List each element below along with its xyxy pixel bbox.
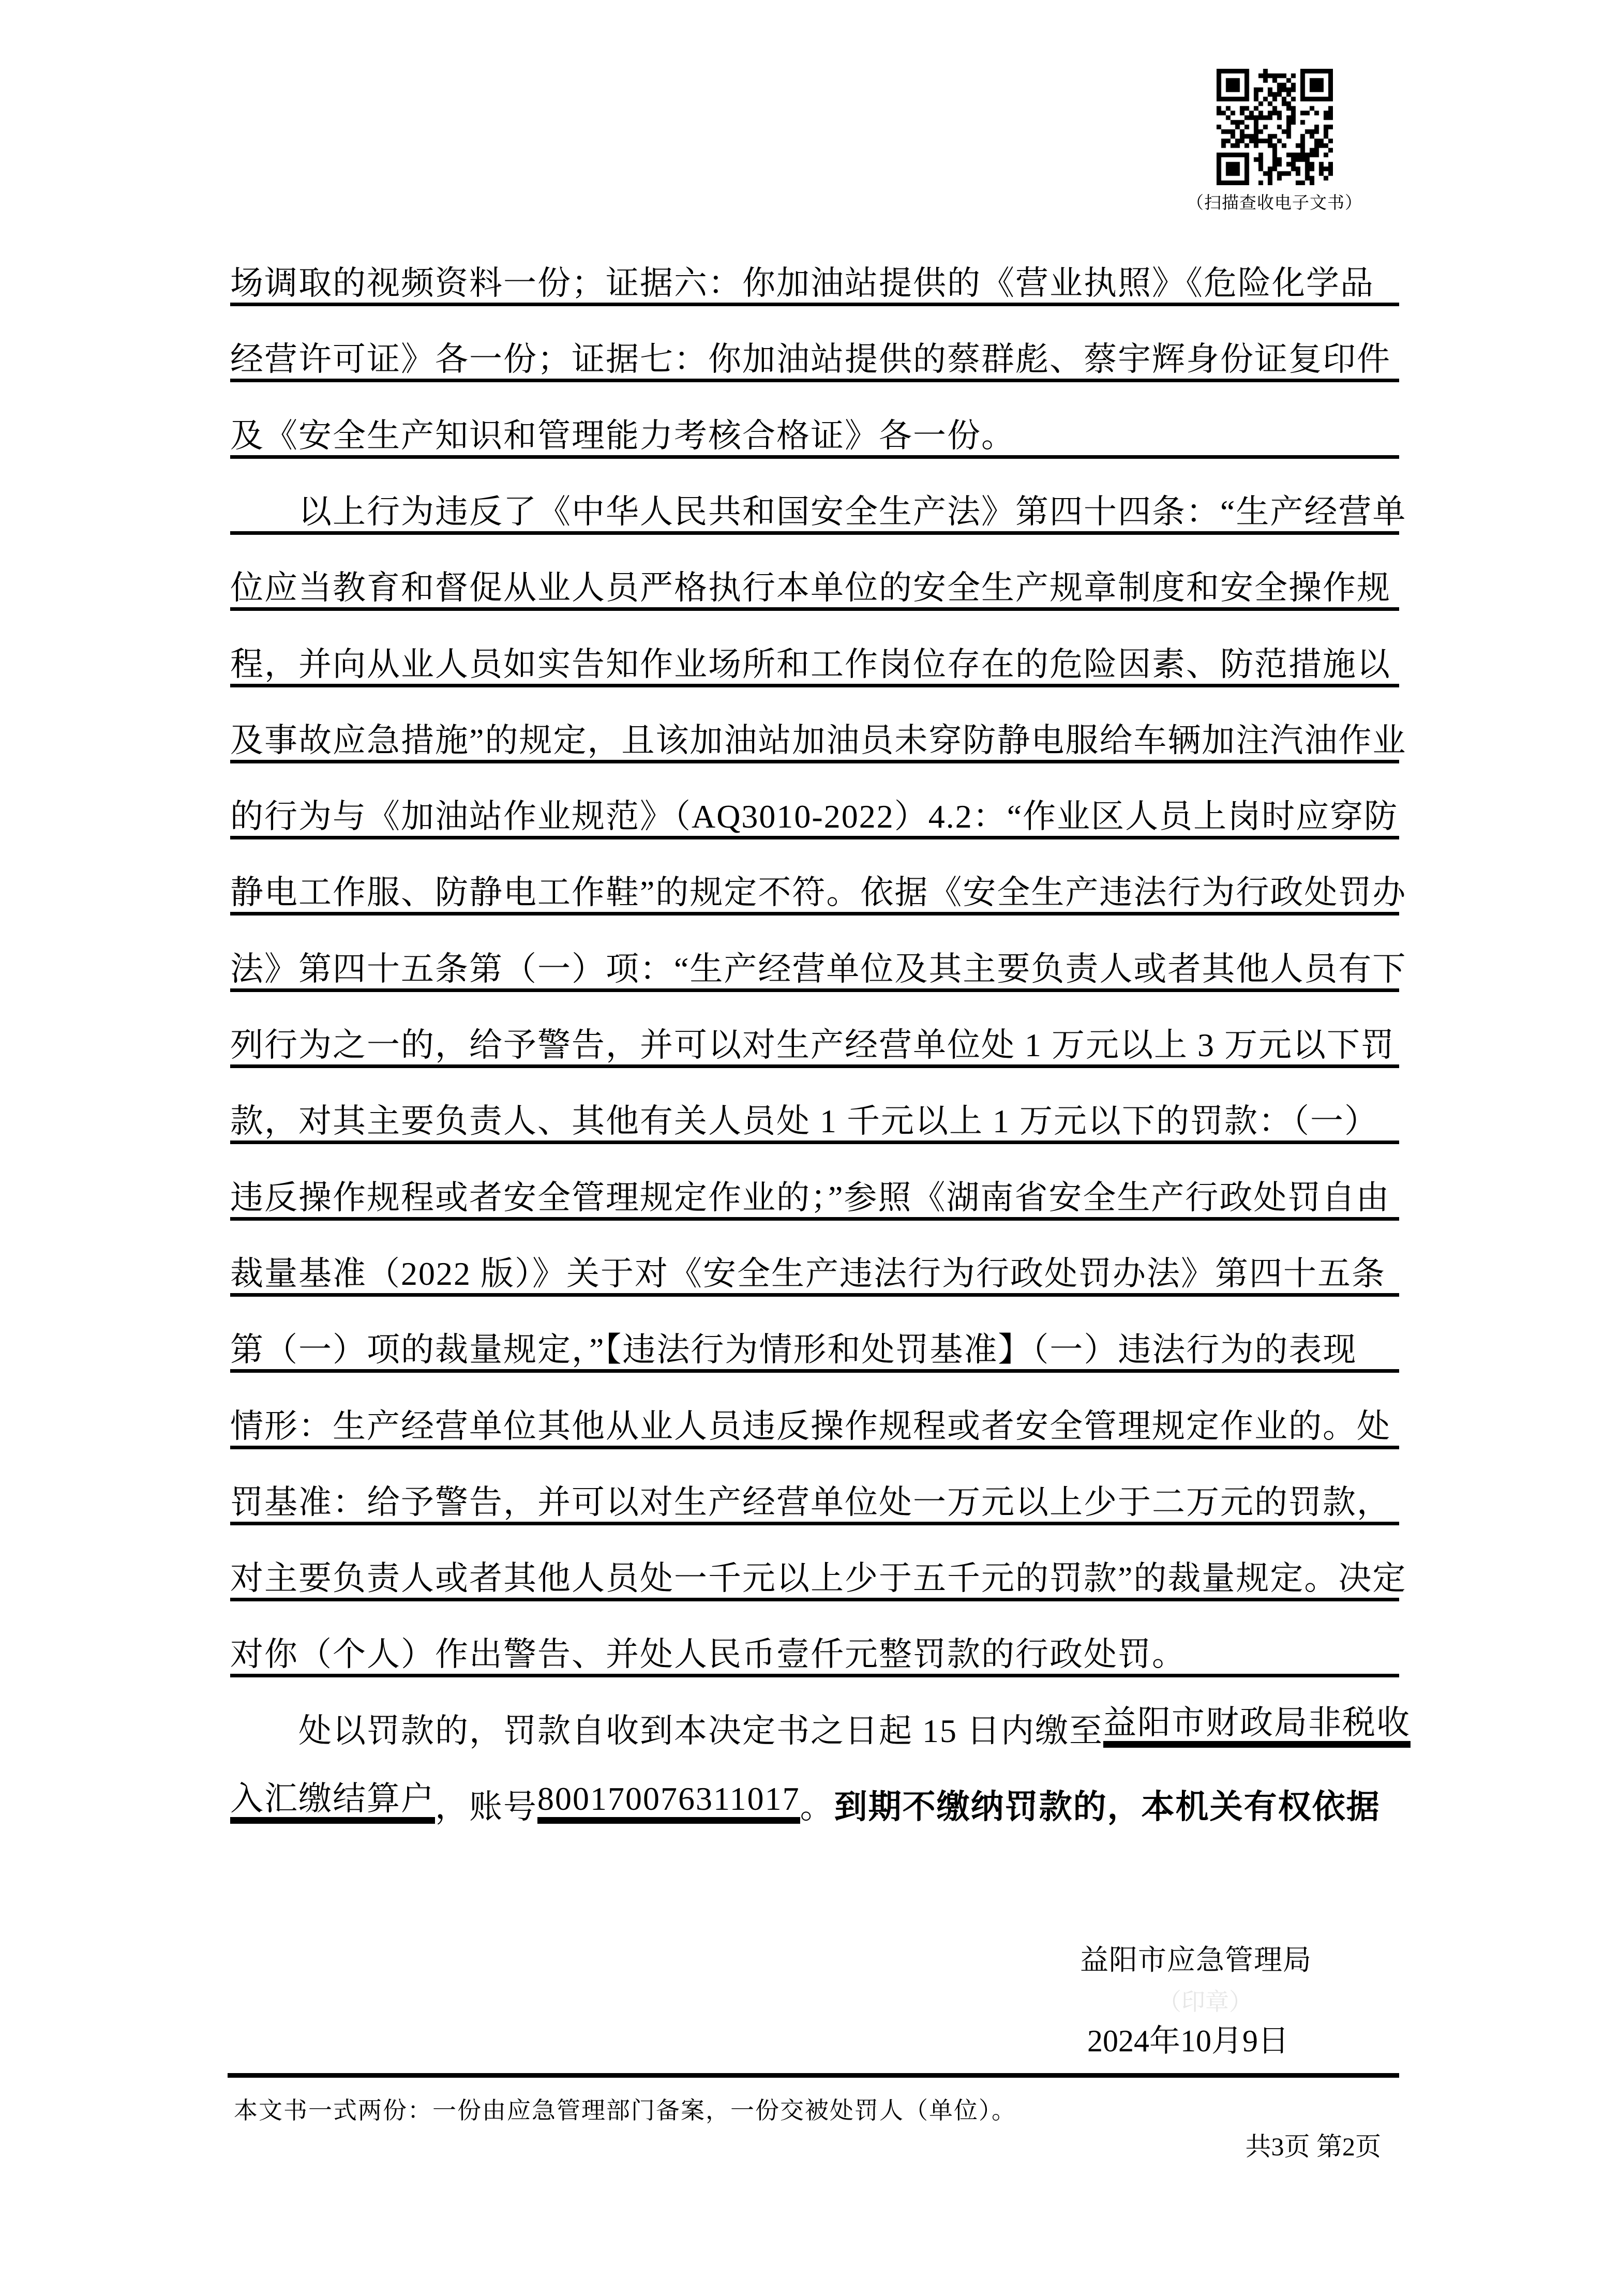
body-line — [230, 1754, 1399, 1830]
page-indicator: 共3页 第2页 — [1245, 2132, 1381, 2161]
seal-placeholder: （印章） — [1158, 1989, 1253, 2015]
body-line — [230, 763, 1399, 839]
body-text-run: 罚基准：给予警告，并可以对生产经营单位处一万元以上少于二万元的罚款， — [230, 1483, 1391, 1521]
body-text-run: 款，对其主要负责人、其他有关人员处 1 千元以上 1 万元以下的罚款：（一） — [230, 1103, 1378, 1140]
body-text-run: 及事故应急措施”的规定，且该加油站加油员未穿防静电服给车辆加注汽油作业 — [230, 722, 1407, 759]
body-text-run: 到期不缴纳罚款的，本机关有权依据 — [834, 1789, 1381, 1825]
body-text-run: 第（一）项的裁量规定，”【违法行为情形和处罚基准】（一）违法行为的表现 — [230, 1331, 1357, 1369]
body-text-run: 列行为之一的，给予警告，并可以对生产经营单位处 1 万元以上 3 万元以下罚 — [230, 1027, 1395, 1063]
body-text-run: 处以罚款的，罚款自收到本决定书之日起 15 日内缴至 — [298, 1712, 1103, 1749]
body-line — [230, 1678, 1411, 1754]
body-line — [230, 1525, 1407, 1601]
body-text-run: 程，并向从业人员如实告知作业场所和工作岗位存在的危险因素、防范措施以 — [230, 646, 1391, 683]
body-text-run: 违反操作规程或者安全管理规定作业的；”参照《湖南省安全生产行政处罚自由 — [230, 1179, 1390, 1216]
body-line — [230, 1373, 1399, 1449]
body-text-run: 静电工作服、防静电工作鞋”的规定不符。依据《安全生产违法行为行政处罚办 — [230, 874, 1407, 911]
body-line — [230, 459, 1407, 535]
signature-agency: 益阳市应急管理局 — [1080, 1944, 1312, 1976]
filled-in-value: 入汇缴结算户 — [230, 1782, 435, 1824]
qr-code — [1217, 69, 1333, 185]
filled-in-value: 益阳市财政局非税收 — [1103, 1706, 1411, 1748]
body-text-run: 位应当教育和督促从业人员严格执行本单位的安全生产规章制度和安全操作规 — [230, 569, 1391, 607]
body-line — [230, 1068, 1399, 1144]
body-line — [230, 687, 1407, 763]
body-text-run: 经营许可证》各一份；证据七：你加油站提供的蔡群彪、蔡宇辉身份证复印件 — [230, 341, 1391, 378]
body-text-run: 。 — [800, 1789, 834, 1825]
filled-in-value: 800170076311017 — [537, 1782, 800, 1824]
body-line — [230, 1221, 1399, 1297]
body-text-run: 对主要负责人或者其他人员处一千元以上少于五千元的罚款”的裁量规定。决定 — [230, 1560, 1407, 1597]
body-line — [230, 383, 1399, 459]
signature-date: 2024年10月9日 — [1087, 2024, 1289, 2058]
body-text-run: 及《安全生产知识和管理能力考核合格证》各一份。 — [230, 417, 1015, 454]
body-line — [230, 992, 1399, 1068]
body-line — [230, 535, 1399, 611]
body-line — [230, 306, 1399, 382]
body-text-run: ，账号 — [435, 1789, 537, 1825]
body-text-run: 以上行为违反了《中华人民共和国安全生产法》第四十四条：“生产经营单 — [298, 493, 1407, 530]
body-line — [230, 230, 1399, 306]
body-text-run: 裁量基准（2022 版）》关于对《安全生产违法行为行政处罚办法》第四十五条 — [230, 1255, 1386, 1292]
qr-caption: （扫描查收电子文书） — [1187, 194, 1362, 213]
body-line — [230, 611, 1399, 687]
body-line — [230, 1601, 1399, 1677]
body-line — [230, 1449, 1399, 1525]
body-text-run: 情形：生产经营单位其他从业人员违反操作规程或者安全管理规定作业的。处 — [230, 1407, 1391, 1445]
body-text-run: 场调取的视频资料一份；证据六：你加油站提供的《营业执照》《危险化学品 — [230, 265, 1374, 302]
body-line — [230, 1145, 1399, 1221]
footer-divider — [228, 2073, 1399, 2078]
body-text-run: 的行为与《加油站作业规范》（AQ3010-2022）4.2：“作业区人员上岗时应穿防 — [230, 798, 1399, 835]
body-line — [230, 839, 1407, 916]
body-line — [230, 916, 1407, 992]
body-text-run: 对你（个人）作出警告、并处人民币壹仟元整罚款的行政处罚。 — [230, 1636, 1186, 1673]
footer-note: 本文书一式两份：一份由应急管理部门备案，一份交被处罚人（单位）。 — [234, 2097, 1016, 2124]
body-text-run: 法》第四十五条第（一）项：“生产经营单位及其主要负责人或者其他人员有下 — [230, 950, 1407, 987]
body-line — [230, 1297, 1399, 1373]
